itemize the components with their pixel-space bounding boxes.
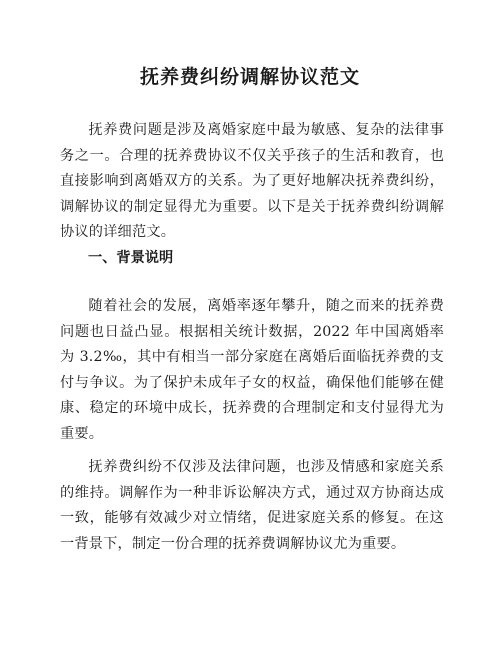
- intro-paragraph: 抚养费问题是涉及离婚家庭中最为敏感、复杂的法律事务之一。合理的抚养费协议不仅关乎孩子的生活和教育，也直接影响到离婚双方的关系。为了更好地解决抚养费纠纷，调解协议的制定显得尤为重要。以下是关于抚养费纠纷调解协议的详细范文。: [60, 122, 444, 241]
- document-title: 抚养费纠纷调解协议范文: [139, 66, 360, 88]
- background-paragraph-2: 抚养费纠纷不仅涉及法律问题，也涉及情感和家庭关系的维持。调解作为一种非诉讼解决方式，通过双方协商达成一致，能够有效减少对立情绪，促进家庭关系的修复。在这一背景下，制定一份合理的抚养费调解协议尤为重要。: [60, 459, 444, 552]
- section-heading: 一、背景说明: [88, 250, 174, 266]
- background-paragraph-1: 随着社会的发展，离婚率逐年攀升，随之而来的抚养费问题也日益凸显。根据相关统计数据，2022 年中国离婚率为 3.2‰，其中有相当一部分家庭在离婚后面临抚养费的支付与争议。为了保护未成年子女的权益，确保他们能够在健康、稳定的环境中成长，抚养费的合理制定和支付显得尤为重要。: [60, 298, 444, 442]
